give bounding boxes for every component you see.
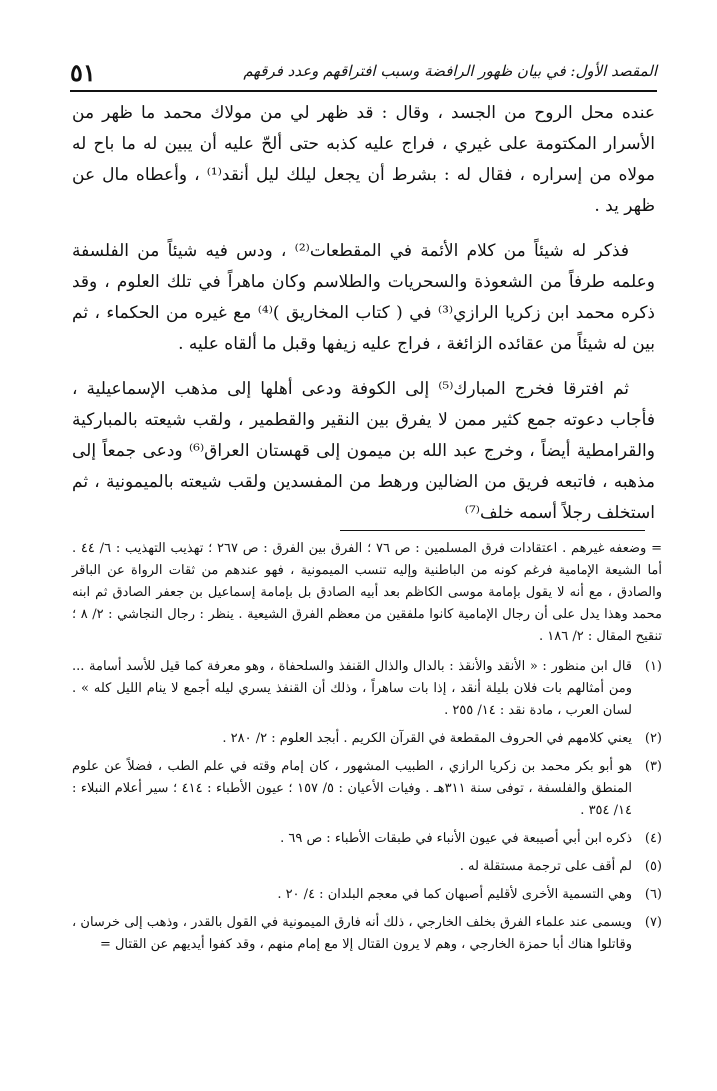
footnote-text: هو أبو بكر محمد بن زكريا الرازي ، الطبيب المشهور ، كان إمام وقته في علم الطب ، فضلاً عن علوم المنطق والفلسفة ، توفى سنة ٣١١هـ . وفيات الأعيان : ٥/ ١٥٧ ؛ عيون الأطباء : ٤١٤ ؛ سير أعلام النبلاء : ١٤/ ٣٥٤ . <box>72 759 633 818</box>
footnote <box>72 656 662 722</box>
footnote-number: (٦) <box>644 887 662 902</box>
footnote <box>72 828 662 850</box>
footnote-text: لم أقف على ترجمة مستقلة له . <box>459 859 632 874</box>
main-text <box>72 98 655 543</box>
footnote <box>72 912 662 956</box>
footnote <box>72 856 662 878</box>
footnote <box>72 728 662 750</box>
footnotes <box>72 538 662 962</box>
footnote-text: يعني كلامهم في الحروف المقطعة في القرآن الكريم . أبجد العلوم : ٢/ ٢٨٠ . <box>222 731 632 746</box>
footnote <box>72 884 662 906</box>
footnote-text: ويسمى عند علماء الفرق بخلف الخارجي ، ذلك أنه فارق الميمونية في القول بالقدر ، وذهب إلى خرسان ، وقاتلوا هناك أبا حمزة الخارجي ، وهم لا يرون القتال إلا مع إمام منهم ، وقد كفوا أيديهم عن القتال = <box>72 915 632 952</box>
footnote-number: (٧) <box>644 915 662 930</box>
paragraph: ثم افترقا فخرج المبارك⁽⁵⁾ إلى الكوفة ودعى أهلها إلى مذهب الإسماعيلية ، فأجاب دعوته جمع كثير ممن لا يفرق بين النقير والقطمير ، ولقب شيعته بالمباركية والقرامطية أيضاً ، وخرج عبد الله بن ميمون إلى قهستان العراق⁽⁶⁾ ودعى جمعاً إلى مذهبه ، فاتبعه فريق من الضالين ورهط من المفسدين ولقب شيعته بالميمونية ، ثم استخلف رجلاً أسمه خلف⁽⁷⁾ <box>72 379 655 523</box>
footnote-text: وهي التسمية الأخرى لأقليم أصبهان كما في معجم البلدان : ٤/ ٢٠ . <box>277 887 632 902</box>
footnote-number: (٣) <box>644 759 662 774</box>
footnote-text: قال ابن منظور : « الأنقد والأنقذ : بالدال والذال القنفذ والسلحفاة ، وهو معرفة كما قيل للأسد أسامة ... ومن أمثالهم بات فلان بليلة أنقد ، إذا بات ساهراً ، وذلك أن القنفذ يسري ليله أجمع لا ينام الليل كله » . لسان العرب ، مادة نقد : ١٤/ ٢٥٥ . <box>72 659 632 718</box>
header-rule <box>70 90 657 92</box>
paragraph: فذكر له شيئاً من كلام الأئمة في المقطعات⁽²⁾ ، ودس فيه شيئاً من الفلسفة وعلمه طرفاً من الشعوذة والسحريات والطلاسم وكان ماهراً في تلك العلوم ، وقد ذكره محمد ابن زكريا الرازي⁽³⁾ في ( كتاب المخاريق )⁽⁴⁾ مع غيره من الحكماء ، ثم بين له شيئاً من عقائده الزائغة ، فراج عليه زيفها وقبل ما ألقاه عليه . <box>72 241 655 354</box>
footnote-continuation: = وضعفه غيرهم . اعتقادات فرق المسلمين : ص ٧٦ ؛ الفرق بين الفرق : ص ٢٦٧ ؛ تهذيب التهذيب : ٦/ ٤٤ . أما الشيعة الإمامية فرغم كونه من الباطنية وإليه تنسب الميمونية ، فهو عندهم من ثقات الرواة عن الباقر والصادق ، مع أنه لا يقول بإمامة موسى الكاظم بعد أبيه الصادق بل بإمامة إسماعيل بن جعفر الصادق ثم ابنه محمد وهذا يدل على أن رجال الإمامية كانوا ملفقين من معظم الفرق الشيعية . ينظر : رجال النجاشي : ٢/ ٨ ؛ تنقيح المقال : ٢/ ١٨٦ . <box>72 541 663 644</box>
footnote-text: ذكره ابن أبي أصيبعة في عيون الأنباء في طبقات الأطباء : ص ٦٩ . <box>280 831 632 846</box>
footnote-number: (٢) <box>644 731 662 746</box>
footnote-rule <box>340 530 645 531</box>
footnote-number: (٥) <box>644 859 662 874</box>
page-number: ٥١ <box>70 58 96 87</box>
paragraph: عنده محل الروح من الجسد ، وقال : قد ظهر لي من مولاك محمد ما ظهر من الأسرار المكتومة على غيري ، فراج عليه كذبه حتى ألحّ عليه أن يبين له ما باح له مولاه من إسراره ، فقال له : بشرط أن يجعل ليلك ليل أنقد⁽¹⁾ ، وأعطاه مال عن ظهر يد . <box>72 103 655 216</box>
page-header <box>70 58 657 90</box>
footnote-number: (١) <box>644 659 662 674</box>
running-title: المقصد الأول: في بيان ظهور الرافضة وسبب افتراقهم وعدد فرقهم <box>243 62 657 80</box>
footnote-number: (٤) <box>644 831 662 846</box>
footnote <box>72 756 662 822</box>
